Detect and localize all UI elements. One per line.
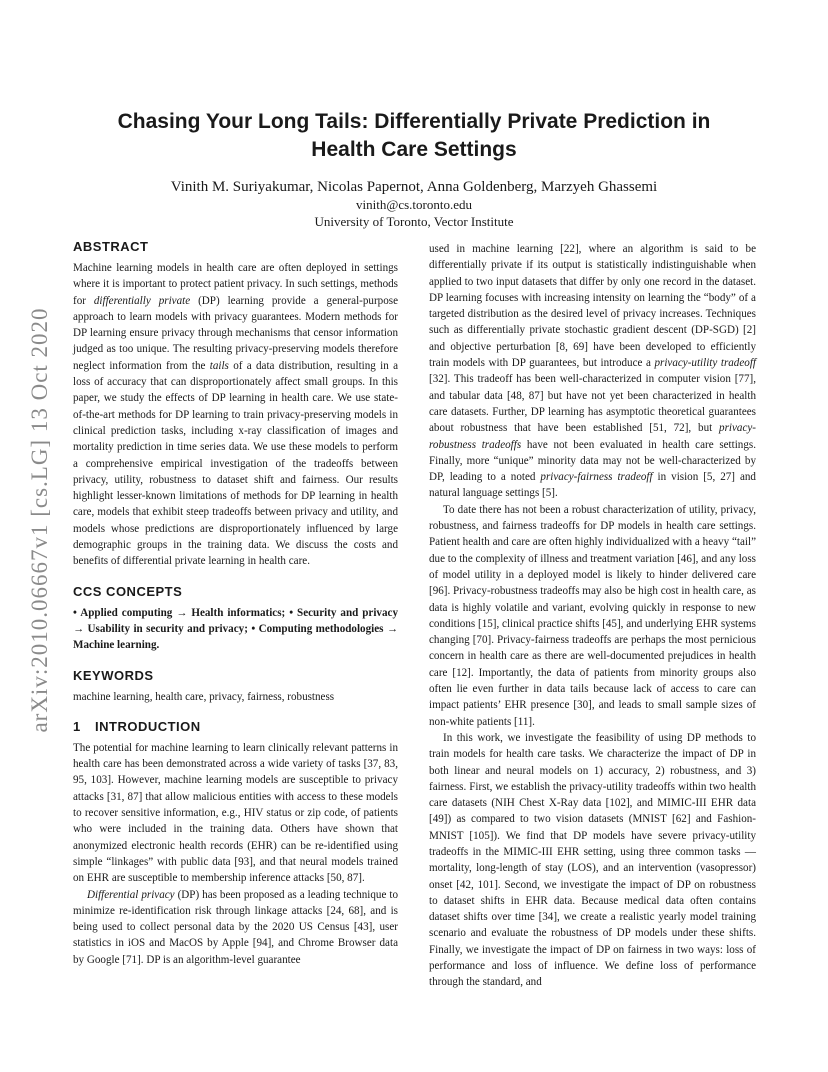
title-line-1: Chasing Your Long Tails: Differentially Private Prediction in — [117, 110, 711, 133]
section-title: INTRODUCTION — [95, 718, 201, 734]
left-column — [73, 238, 398, 968]
keywords-text: machine learning, health care, privacy, fairness, robustness — [73, 690, 335, 703]
affiliation: University of Toronto, Vector Institute — [314, 214, 514, 229]
arxiv-identifier-sidebar — [22, 270, 58, 770]
keywords-heading: KEYWORDS — [73, 667, 154, 683]
paper-title — [80, 108, 748, 164]
ccs-concepts-text: • Applied computing → Health informatics; • Security and privacy → Usability in security and privacy; • Computing methodologies → Machine learning. — [73, 606, 398, 652]
right-paragraph-2: To date there has not been a robust characterization of utility, privacy, robustness, and fairness tradeoffs for DP models in health care settings. Patient health and care are often highly individualized with a heavy “tail” due to the complexity of illness and treatment variation [46], and any loss of model utility in a deployed model is likely to hinder delivered care [96]. Privacy-robustness tradeoffs may also be high cost in health care, as data is highly volatile and variant, evolving quickly in response to new conditions [15], clinical practice shifts [45], and underlying EHR systems changing [70]. Privacy-fairness tradeoffs are perhaps the most pernicious concern in health care as there are well-documented prejudices in health care [12]. Importantly, the data of patients from minority groups also often lie even further in data tails because lack of access to care can impact patients’ EHR presence [30], and leads to small sample sizes of non-white patients [11]. — [429, 503, 756, 728]
right-paragraph-3: In this work, we investigate the feasibility of using DP methods to train models for health care tasks. We characterize the impact of DP in both linear and neural models on 1) accuracy, 2) robustness, and 3) fairness. First, we establish the privacy-utility tradeoffs within two health care datasets (NIH Chest X-Ray data [102], and MIMIC-III EHR data [49]) as compared to two vision datasets (MNIST [62] and Fashion-MNIST [105]). We find that DP models have severe privacy-utility tradeoffs in the MIMIC-III EHR setting, using three common tasks — mortality, long-length of stay (LOS), and an intervention (vasopressor) onset [42, 101]. Second, we investigate the impact of DP on robustness to dataset shifts in EHR data. Because medical data often contains dataset shifts over time [34], we create a realistic yearly model training scenario and evaluate the robustness of DP models under these shifts. Finally, we investigate the impact of DP on fairness in two ways: loss of performance and loss of influence. We define loss of performance through the standard, and — [429, 731, 756, 989]
ccs-heading: CCS CONCEPTS — [73, 583, 183, 599]
right-column — [429, 241, 756, 991]
intro-paragraph-2: Differential privacy (DP) has been proposed as a leading technique to minimize re-identification risk through linkage attacks [24, 68], and is being used to collect personal data by the 2020 US Census [43], user statistics in iOS and MacOS by Apple [94], and Chrome Browser data by Google [71]. DP is an algorithm-level guarantee — [73, 888, 398, 966]
section-number: 1 — [73, 718, 81, 734]
author-email: vinith@cs.toronto.edu — [356, 197, 472, 212]
intro-paragraph-1: The potential for machine learning to learn clinically relevant patterns in health care has been demonstrated across a wide variety of tasks [37, 83, 95, 103]. However, machine learning models are susceptible to privacy attacks [31, 87] that allow malicious entities with access to these models to recover sensitive information, e.g., HIV status or zip code, of patients who were included in the training data. Others have shown that anonymized electronic health records (EHR) can be re-identified using simple “linkages” with public data [93], and that neural models trained on EHR are susceptible to membership inference attacks [50, 87]. — [73, 741, 398, 885]
introduction-heading — [73, 718, 398, 735]
abstract-heading: ABSTRACT — [73, 239, 149, 254]
author-list: Vinith M. Suriyakumar, Nicolas Papernot, Anna Goldenberg, Marzyeh Ghassemi — [170, 179, 658, 195]
right-paragraph-1: used in machine learning [22], where an algorithm is said to be differentially private if its output is statistically indistinguishable when applied to two input datasets that differ by only one record in the dataset. DP learning focuses with increasing intensity on learning the “body” of a targeted distribution as the desired level of privacy increases. Techniques such as differentially private stochastic gradient descent (DP-SGD) [2] and objective perturbation [8, 69] have been developed to efficiently train models with DP guarantees, but introduce a privacy-utility tradeoff [32]. This tradeoff has been well-characterized in computer vision [77], and tabular data [48, 87] but have not yet been characterized in health care datasets. Further, DP learning has asymptotic theoretical guarantees about robustness that have been established [51, 72], but privacy-robustness tradeoffs have not been evaluated in health care settings. Finally, more “unique” minority data may not be well-characterized by DP, leading to a noted privacy-fairness tradeoff in vision [5, 27] and natural language settings [5]. — [429, 243, 756, 500]
abstract-text: Machine learning models in health care are often deployed in settings where it is important to protect patient privacy. In such settings, methods for differentially private (DP) learning provide a general-purpose approach to learn models with privacy guarantees. Modern methods for DP learning ensure privacy through mechanisms that censor information judged as too unique. The resulting privacy-preserving models therefore neglect information from the tails of a data distribution, resulting in a loss of accuracy that can disproportionately affect small groups. In this paper, we study the effects of DP learning in health care. We use state-of-the-art methods for DP learning to train privacy-preserving models in clinical prediction tasks, including x-ray classification of images and mortality prediction in time series data. We use these models to perform a comprehensive empirical investigation of the tradeoffs between privacy, utility, robustness to dataset shift and fairness. Our results highlight lesser-known limitations of methods for DP learning in health care, models that exhibit steep tradeoffs between privacy and utility, and models whose predictions are disproportionately influenced by large demographic groups in the training data. We discuss the costs and benefits of differential private learning in health care. — [73, 262, 398, 568]
arxiv-id-text: arXiv:2010.06667v1 [cs.LG] 13 Oct 2020 — [27, 307, 52, 733]
title-line-2: Health Care Settings — [311, 138, 517, 161]
